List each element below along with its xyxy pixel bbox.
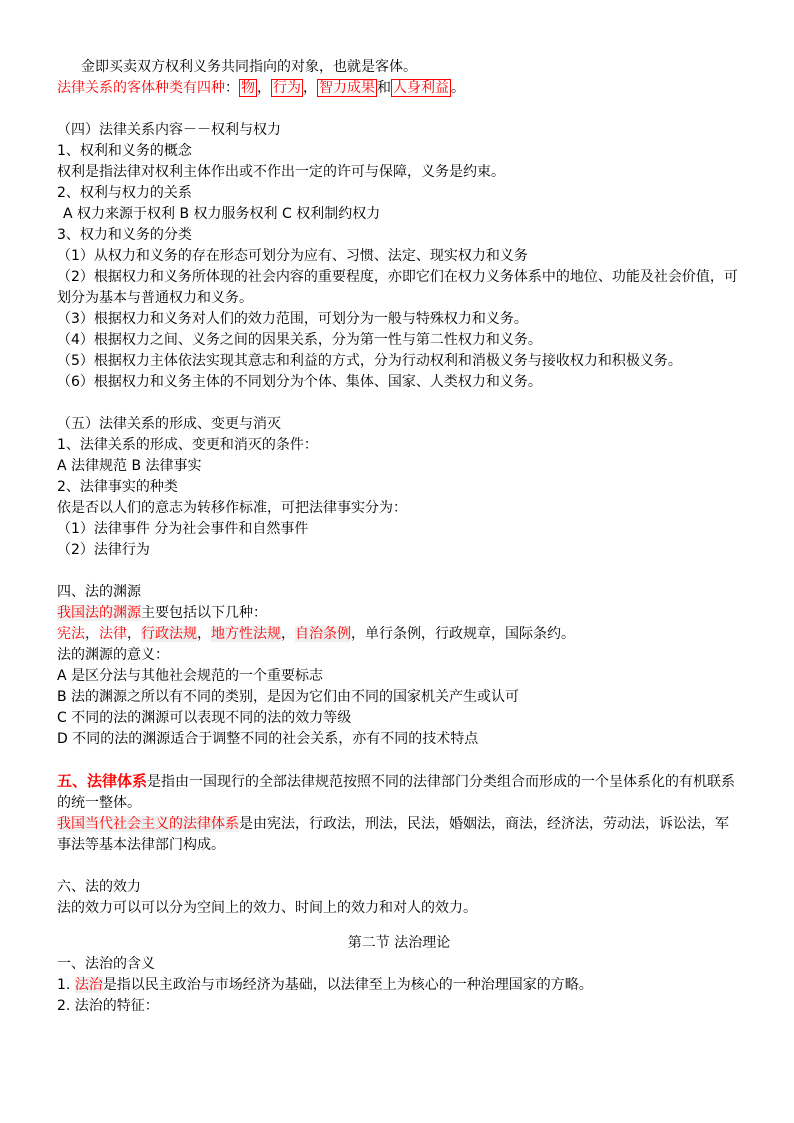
significance-c: C 不同的法的渊源可以表现不同的法的效力等级 bbox=[57, 710, 352, 726]
separator: ， bbox=[85, 626, 99, 642]
sources-list bbox=[57, 624, 741, 645]
spacer bbox=[57, 99, 741, 120]
object-type-act: 行为 bbox=[273, 80, 301, 96]
legal-fact-act: （2）法律行为 bbox=[57, 542, 150, 558]
classification-item-5: （5）根据权力主体依法实现其意志和利益的方式，分为行动权利和消极义务与接收权力和积极义务。 bbox=[57, 353, 682, 369]
section-four-title: （四）法律关系内容－－权利与权力 bbox=[57, 122, 281, 138]
legal-system-definition bbox=[57, 771, 741, 814]
separator: ， bbox=[197, 626, 211, 642]
legal-fact-event: （1）法律事件 分为社会事件和自然事件 bbox=[57, 521, 309, 537]
spacer bbox=[57, 561, 741, 582]
part-four-title: 四、法的渊源 bbox=[57, 584, 141, 600]
validity-text: 法的效力可以可以分为空间上的效力、时间上的效力和对人的效力。 bbox=[57, 900, 477, 916]
rights-power-relation-text: A 权力来源于权利 B 权力服务权利 C 权利制约权力 bbox=[63, 206, 381, 222]
section-two-title: 第二节 法治理论 bbox=[347, 935, 451, 951]
spacer bbox=[57, 750, 741, 771]
colon: ： bbox=[225, 80, 239, 96]
spacer bbox=[57, 856, 741, 877]
sources-intro-highlight: 我国法的渊源 bbox=[57, 605, 141, 621]
source-constitution: 宪法 bbox=[57, 626, 85, 642]
heading-rights-concept: 1、权利和义务的概念 bbox=[57, 143, 192, 159]
rule-of-law-definition bbox=[57, 975, 741, 996]
heading-legal-fact-types: 2、法律事实的种类 bbox=[57, 479, 178, 495]
separator: ， bbox=[127, 626, 141, 642]
object-type-intellect: 智力成果 bbox=[319, 80, 375, 96]
rights-concept-text: 权利是指法律对权利主体作出或不作出一定的许可与保障，义务是约束。 bbox=[57, 164, 505, 180]
object-types-label: 法律关系的客体种类有四种 bbox=[57, 80, 225, 96]
object-types-line bbox=[57, 78, 741, 99]
document-page bbox=[57, 57, 741, 1017]
object-definition: 金即买卖双方权利义务共同指向的对象，也就是客体。 bbox=[81, 59, 417, 75]
classification-item-4: （4）根据权力之间、义务之间的因果关系，分为第一性与第二性权力和义务。 bbox=[57, 332, 542, 348]
object-type-thing: 物 bbox=[241, 80, 255, 96]
source-local-regulation: 地方性法规 bbox=[211, 626, 281, 642]
separator: ， bbox=[303, 80, 317, 96]
classification-item-1: （1）从权力和义务的存在形态可划分为应有、习惯、法定、现实权力和义务 bbox=[57, 248, 528, 264]
source-law: 法律 bbox=[99, 626, 127, 642]
period: 。 bbox=[451, 80, 465, 96]
legal-system-text: 是指由一国现行的全部法律规范按照不同的法律部门分类组合而形成的一个呈体系化的有机联系的统一整体。 bbox=[57, 774, 736, 811]
classification-item-2: （2）根据权力和义务所体现的社会内容的重要程度，亦即它们在权力义务体系中的地位、功能及社会价值，可划分为基本与普通权力和义务。 bbox=[57, 269, 738, 306]
source-autonomous-regulation: 自治条例 bbox=[295, 626, 351, 642]
rule-of-law-features-heading: 2. 法治的特征： bbox=[57, 998, 159, 1014]
source-administrative-regulation: 行政法规 bbox=[141, 626, 197, 642]
legal-fact-criterion: 依是否以人们的意志为转移作标准，可把法律事实分为： bbox=[57, 500, 407, 516]
conjunction: 和 bbox=[377, 80, 391, 96]
classification-item-3: （3）根据权力和义务对人们的效力范围，可划分为一般与特殊权力和义务。 bbox=[57, 311, 528, 327]
classification-item-6: （6）根据权力和义务主体的不同划分为个体、集体、国家、人类权力和义务。 bbox=[57, 374, 542, 390]
spacer bbox=[57, 393, 741, 414]
heading-rights-power-relation: 2、权利与权力的关系 bbox=[57, 185, 192, 201]
sources-intro-rest: 主要包括以下几种： bbox=[141, 605, 267, 621]
rule-of-law-term: 法治 bbox=[74, 977, 103, 993]
heading-conditions: 1、法律关系的形成、变更和消灭的条件： bbox=[57, 437, 318, 453]
significance-b: B 法的渊源之所以有不同的类别，是因为它们由不同的国家机关产生或认可 bbox=[57, 689, 520, 705]
part-five-title: 五、法律体系 bbox=[57, 772, 148, 790]
rule-of-law-meaning-heading: 一、法治的含义 bbox=[57, 956, 155, 972]
sources-tail: ，单行条例，行政规章，国际条约。 bbox=[351, 626, 575, 642]
rule-of-law-definition-text: 是指以民主政治与市场经济为基础，以法律至上为核心的一种治理国家的方略。 bbox=[102, 977, 593, 993]
object-type-personal-interest: 人身利益 bbox=[393, 80, 449, 96]
separator: ， bbox=[257, 80, 271, 96]
item-number: 1. bbox=[57, 977, 75, 993]
conditions-text: A 法律规范 B 法律事实 bbox=[57, 458, 202, 474]
legal-system-highlight: 我国当代社会主义的法律体系 bbox=[57, 816, 239, 832]
separator: ， bbox=[281, 626, 295, 642]
section-five-title: （五）法律关系的形成、变更与消灭 bbox=[57, 416, 281, 432]
sources-intro bbox=[57, 603, 741, 624]
significance-d: D 不同的法的渊源适合于调整不同的社会关系，亦有不同的技术特点 bbox=[57, 731, 479, 747]
significance-a: A 是区分法与其他社会规范的一个重要标志 bbox=[57, 668, 324, 684]
heading-classification: 3、权力和义务的分类 bbox=[57, 227, 192, 243]
legal-system-composition bbox=[57, 814, 741, 856]
legal-system-composition-text: 是由宪法，行政法，刑法，民法，婚姻法，商法，经济法，劳动法，诉讼法，军事法等基本法律部门构成。 bbox=[57, 816, 729, 853]
part-six-title: 六、法的效力 bbox=[57, 879, 141, 895]
sources-significance-heading: 法的渊源的意义： bbox=[57, 647, 169, 663]
